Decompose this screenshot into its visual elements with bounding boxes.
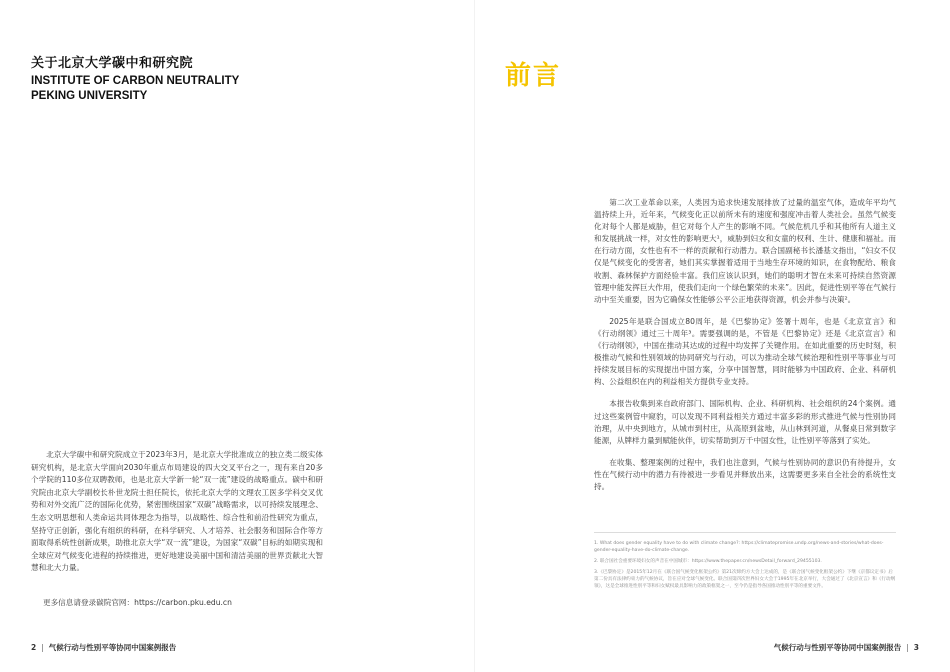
footer-divider: | [41,643,44,652]
about-title-en [31,74,291,104]
about-title-en-line: PEKING UNIVERSITY [31,90,148,102]
footnote: 1. What does gender equality have to do with climate change?: https://climatepromise.undp.org/news-and-stories/what-does-gender-equality-have-do-climate-change. [594,541,884,553]
footnote: 3.《巴黎协定》是2015年12月在《联合国气候变化框架公约》第21次缔约方大会上达成的，是《联合国气候变化框架公约》下继《京都议定书》后第二份具有法律约束力的气候协议，旨在应对全球气候变化。联合国第四次世界妇女大会于1995年在北京举行，大会通过了《北京宣言》和《行动纲领》，这是全球推进性别平等和妇女赋权最具影响力的政策框架之一，至今仍是指导各国推动性别平等的重要文件。 [594,570,896,589]
preface-paragraph: 本报告收集到来自政府部门、国际机构、企业、科研机构、社会组织的24个案例。通过这些案例管中窥豹，可以发现不同利益相关方通过丰富多彩的形式推进气候与性别协同治理，从中央到地方，从城市到村庄，从高原到盆地，从山林到河道，从餐桌日常到数字能源，从牌样力量到赋能伙伴，切实帮助到万千中国女性，让性别平等落到了实处。 [594,399,896,445]
website-link[interactable]: https://carbon.pku.edu.cn [134,598,232,607]
more-info-label: 更多信息请登录碳院官网： [43,598,135,607]
about-body [31,449,323,575]
footer-title: 气候行动与性别平等协同中国案例报告 [773,643,902,652]
preface-paragraph: 2025年是联合国成立80周年，是《巴黎协定》签署十周年，也是《北京宣言》和《行动纲领》通过三十周年³。需要强调的是，不管是《巴黎协定》还是《北京宣言》和《行动纲领》，中国在推动其达成的过程中均发挥了关键作用。在如此重要的历史时刻，积极推动气候和性别领域的协同研究与行动，可以为推动全球气候治理和性别平等事业与可持续发展目标的实现提出中国方案，分享中国智慧，同时能够为中国政府、企业、科研机构、公益组织在内的利益相关方提供专业支持。 [594,316,896,387]
page-number: 2 [31,643,37,652]
footer-left [31,642,176,653]
preface-paragraph: 第二次工业革命以来，人类因为追求快速发展排放了过量的温室气体，造成年平均气温持续上升，近年来，气候变化正以前所未有的速度和强度冲击着人类社会。虽然气候变化对每个人都是威胁，但它对每个人产生的影响不同。气候危机几乎和其他所有人道主义和发展挑战一样，对女性的影响更大¹，威胁到妇女和女童的权利、生计、健康和福祉。而在行动方面，女性也有不一样的贡献和行动潜力。联合国副秘书长潘基文指出，“妇女不仅仅是气候变化的受害者，她们其实掌握着适用于当地生存环境的知识，在食物配给、粮食收割、森林保护方面经验丰富。我们应该认识到，她们的聪明才智在未来可持续自然资源管理中能发挥巨大作用，使我们走向一个绿色繁荣的未来”。因此，促进性别平等在气候行动中至关重要，因为它确保女性能够公平公正地获得资源，机会并参与决策²。 [594,198,896,304]
footer-right [774,642,919,653]
preface-body [594,197,896,503]
footnote: 2. 联合国社会重要环境妇女的声音在中国城市：https://www.thepaper.cn/newsDetail_forward_29455103. [594,559,822,564]
preface-title: 前言 [505,61,562,91]
about-paragraph: 北京大学碳中和研究院成立于2023年3月，是北京大学批准成立的独立类二级实体研究机构，是北京大学面向2030年重点布局建设的四大交叉平台之一，现有来自20多个学院的110多位双聘教师，也是北京大学新一轮“双一流”建设的战略重点。碳中和研究院由北京大学副校长朴世龙院士担任院长，依托北京大学的文理农工医多学科交叉优势和对外交流广泛的国际化优势，紧密围绕国家“双碳”战略需求，以可持续发展理念、生态文明思想和人类命运共同体理念为指导，以战略性、综合性和前沿性研究为重点，坚持守正创新，强化有组织的科研，在科学研究、人才培养、社会服务和国际合作等方面取得系统性创新成果，助推北京大学“双一流”建设，为国家“双碳”目标的如期实现和全球应对气候变化进程的持续推进，更好地建设美丽中国和清洁美丽的世界贡献北大智慧和北大力量。 [31,450,323,573]
footer-divider: | [906,643,909,652]
footer-title: 气候行动与性别平等协同中国案例报告 [48,643,177,652]
footnote-divider [594,532,896,533]
page-number: 3 [913,643,919,652]
about-title-en-line: INSTITUTE OF CARBON NEUTRALITY [31,75,240,87]
footnotes [594,540,896,594]
preface-paragraph: 在收集、整理案例的过程中，我们也注意到，气候与性别协同的意识仍有待提升，女性在气候行动中的潜力有待被进一步看见并释放出来，这需要更多来自全社会的系统性支持。 [594,457,896,491]
about-title: 关于北京大学碳中和研究院 [31,56,194,71]
more-info [43,597,333,608]
right-page [475,0,950,672]
